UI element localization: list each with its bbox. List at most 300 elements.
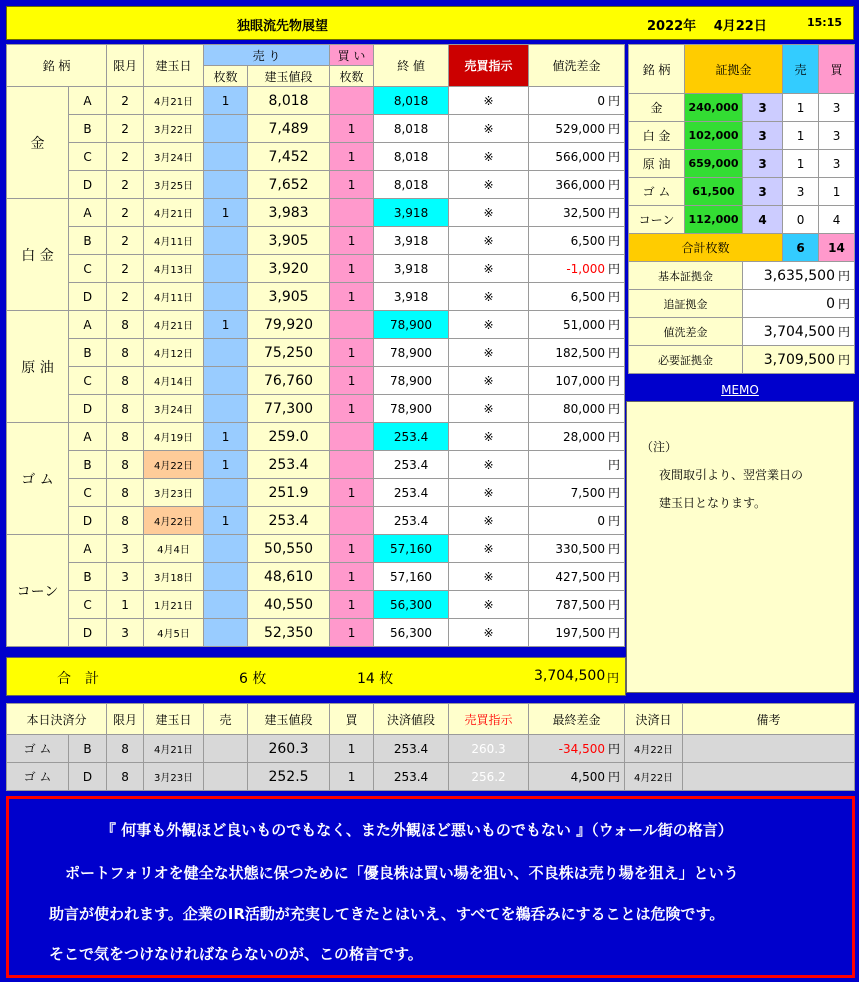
row-sell-count — [204, 367, 248, 395]
table-row — [7, 227, 625, 255]
header-month: 限月 — [107, 45, 144, 87]
quote-line-3: 助言が使われます。企業のIR活動が充実してきたとはいえ、すべてを鵜呑みにすることは危険です。 — [49, 905, 725, 923]
row-open-price: 7,652 — [248, 171, 330, 199]
table-row — [7, 143, 625, 171]
row-diff — [529, 87, 625, 115]
total-label: 合 計 — [57, 671, 99, 687]
row-open-price: 3,983 — [248, 199, 330, 227]
row-label: A — [69, 199, 107, 227]
row-diff-value: 32,500 — [563, 206, 606, 220]
row-sell-count: 1 — [204, 87, 248, 115]
row-diff-value: 107,000 — [555, 374, 606, 388]
yen-unit: 円 — [608, 458, 621, 472]
settle-brand: ゴ ム — [7, 735, 69, 763]
yen-unit: 円 — [608, 430, 621, 444]
page-title: 独眼流先物展望 — [237, 19, 329, 34]
yen-unit: 円 — [838, 353, 851, 367]
margin-count: 4 — [743, 206, 783, 234]
row-buy-count: 1 — [330, 339, 374, 367]
row-month: 2 — [107, 171, 144, 199]
row-close: 78,900 — [374, 339, 449, 367]
row-open-date: 3月24日 — [144, 395, 204, 423]
table-row — [7, 115, 625, 143]
row-open-price: 253.4 — [248, 451, 330, 479]
margin-buy: 1 — [819, 178, 855, 206]
margin-buy: 3 — [819, 150, 855, 178]
margin-summary-label: 基本証拠金 — [629, 262, 743, 290]
group-name: ゴ ム — [7, 423, 69, 535]
row-label: A — [69, 311, 107, 339]
row-open-date: 4月12日 — [144, 339, 204, 367]
margin-sell: 1 — [783, 94, 819, 122]
row-month: 8 — [107, 423, 144, 451]
row-open-date: 4月13日 — [144, 255, 204, 283]
row-buy-count: 1 — [330, 255, 374, 283]
row-close: 78,900 — [374, 367, 449, 395]
quote-line-2: ポートフォリオを健全な状態に保つために「優良株は買い場を狙い、不良株は売り場を狙え」という — [65, 864, 739, 882]
row-open-price: 52,350 — [248, 619, 330, 647]
margin-brand: 金 — [629, 94, 685, 122]
row-sell-count: 1 — [204, 507, 248, 535]
settle-remarks — [683, 763, 855, 791]
table-row — [7, 507, 625, 535]
row-open-price: 50,550 — [248, 535, 330, 563]
row-label: B — [69, 563, 107, 591]
yen-unit: 円 — [608, 374, 621, 388]
row-diff — [529, 227, 625, 255]
row-month: 2 — [107, 143, 144, 171]
row-diff-value: 7,500 — [570, 486, 606, 500]
settle-final — [529, 735, 625, 763]
margin-row — [629, 178, 855, 206]
total-bar — [6, 657, 626, 696]
row-sell-count: 1 — [204, 423, 248, 451]
row-close: 3,918 — [374, 199, 449, 227]
row-diff — [529, 115, 625, 143]
row-month: 2 — [107, 199, 144, 227]
row-label: C — [69, 255, 107, 283]
row-close: 3,918 — [374, 255, 449, 283]
row-close: 56,300 — [374, 619, 449, 647]
row-label: D — [69, 507, 107, 535]
margin-sell: 1 — [783, 122, 819, 150]
row-open-price: 76,760 — [248, 367, 330, 395]
yen-unit: 円 — [608, 514, 621, 528]
row-month: 8 — [107, 451, 144, 479]
row-sell-count: 1 — [204, 451, 248, 479]
row-diff-value: 0 — [597, 514, 606, 528]
yen-unit: 円 — [608, 318, 621, 332]
row-diff-value: 787,500 — [555, 598, 606, 612]
yen-unit: 円 — [608, 542, 621, 556]
row-sell-count — [204, 171, 248, 199]
row-instruction: ※ — [449, 479, 529, 507]
margin-summary-label: 必要証拠金 — [629, 346, 743, 374]
margin-amount: 240,000 — [685, 94, 743, 122]
row-month: 3 — [107, 535, 144, 563]
row-month: 2 — [107, 87, 144, 115]
row-open-price: 7,452 — [248, 143, 330, 171]
margin-summary-label: 値洗差金 — [629, 318, 743, 346]
row-open-date: 3月24日 — [144, 143, 204, 171]
margin-count: 3 — [743, 122, 783, 150]
total-diff: 3,704,500 — [534, 668, 606, 684]
row-month: 8 — [107, 507, 144, 535]
row-close: 78,900 — [374, 395, 449, 423]
header-buy-count: 枚数 — [330, 66, 374, 87]
positions-table — [6, 44, 625, 647]
row-open-date: 4月21日 — [144, 311, 204, 339]
settle-label: B — [69, 735, 107, 763]
margin-row — [629, 122, 855, 150]
settle-buy: 1 — [330, 735, 374, 763]
row-month: 2 — [107, 283, 144, 311]
yen-unit: 円 — [608, 770, 621, 784]
yen-unit: 円 — [608, 598, 621, 612]
row-close: 8,018 — [374, 87, 449, 115]
row-sell-count: 1 — [204, 311, 248, 339]
margin-count: 3 — [743, 94, 783, 122]
settle-header-title: 本日決済分 — [7, 704, 107, 735]
row-diff-value: 197,500 — [555, 626, 606, 640]
margin-row — [629, 206, 855, 234]
row-instruction: ※ — [449, 87, 529, 115]
margin-summary-amount: 3,635,500 — [763, 268, 835, 284]
row-instruction: ※ — [449, 283, 529, 311]
row-diff-value: -1,000 — [566, 262, 606, 276]
row-close: 8,018 — [374, 115, 449, 143]
header-sell: 売 り — [204, 45, 330, 66]
row-month: 2 — [107, 255, 144, 283]
row-instruction: ※ — [449, 115, 529, 143]
quote-line-4: そこで気をつけなければならないのが、この格言です。 — [49, 945, 423, 963]
margin-summary-value — [743, 318, 855, 346]
table-row — [7, 311, 625, 339]
row-diff — [529, 451, 625, 479]
margin-brand: ゴ ム — [629, 178, 685, 206]
row-instruction: ※ — [449, 395, 529, 423]
header-open-date: 建玉日 — [144, 45, 204, 87]
settle-price: 253.4 — [374, 735, 449, 763]
margin-header-brand: 銘 柄 — [629, 45, 685, 94]
margin-brand: 白 金 — [629, 122, 685, 150]
row-instruction: ※ — [449, 227, 529, 255]
yen-unit: 円 — [608, 290, 621, 304]
row-label: D — [69, 395, 107, 423]
row-close: 253.4 — [374, 423, 449, 451]
settle-open-price: 260.3 — [248, 735, 330, 763]
row-instruction: ※ — [449, 255, 529, 283]
row-open-date: 3月25日 — [144, 171, 204, 199]
row-buy-count — [330, 87, 374, 115]
margin-summary-row — [629, 346, 855, 374]
row-diff — [529, 507, 625, 535]
row-instruction: ※ — [449, 451, 529, 479]
row-instruction: ※ — [449, 507, 529, 535]
row-open-price: 3,905 — [248, 283, 330, 311]
row-instruction: ※ — [449, 619, 529, 647]
row-label: A — [69, 423, 107, 451]
row-sell-count — [204, 255, 248, 283]
margin-total-buy: 14 — [819, 234, 855, 262]
margin-row — [629, 150, 855, 178]
total-yen: 円 — [607, 671, 620, 685]
margin-brand: 原 油 — [629, 150, 685, 178]
margin-summary-value — [743, 346, 855, 374]
row-open-date: 4月5日 — [144, 619, 204, 647]
table-row — [7, 199, 625, 227]
margin-amount: 659,000 — [685, 150, 743, 178]
row-open-price: 7,489 — [248, 115, 330, 143]
header-diff: 値洗差金 — [529, 45, 625, 87]
row-buy-count: 1 — [330, 479, 374, 507]
row-open-date: 4月14日 — [144, 367, 204, 395]
row-month: 3 — [107, 563, 144, 591]
row-instruction: ※ — [449, 563, 529, 591]
memo-link[interactable]: MEMO — [721, 383, 759, 397]
header-buy: 買 い — [330, 45, 374, 66]
row-label: B — [69, 339, 107, 367]
row-diff-value: 6,500 — [570, 234, 606, 248]
row-instruction: ※ — [449, 423, 529, 451]
margin-summary-row — [629, 290, 855, 318]
row-open-price: 251.9 — [248, 479, 330, 507]
row-close: 253.4 — [374, 451, 449, 479]
row-instruction: ※ — [449, 339, 529, 367]
row-label: A — [69, 87, 107, 115]
header-close: 終 値 — [374, 45, 449, 87]
row-diff — [529, 171, 625, 199]
yen-unit: 円 — [608, 402, 621, 416]
settle-header-open-price: 建玉値段 — [248, 704, 330, 735]
row-diff-value: 366,000 — [555, 178, 606, 192]
margin-summary-label: 追証拠金 — [629, 290, 743, 318]
settle-header-settle-price: 決済値段 — [374, 704, 449, 735]
row-close: 56,300 — [374, 591, 449, 619]
table-row — [7, 171, 625, 199]
settle-date: 4月22日 — [625, 763, 683, 791]
row-instruction: ※ — [449, 591, 529, 619]
yen-unit: 円 — [608, 742, 621, 756]
row-open-price: 259.0 — [248, 423, 330, 451]
row-month: 2 — [107, 115, 144, 143]
settle-row — [7, 735, 855, 763]
row-label: C — [69, 591, 107, 619]
settle-row — [7, 763, 855, 791]
row-buy-count — [330, 507, 374, 535]
row-buy-count — [330, 199, 374, 227]
memo-line-2: 建玉日となります。 — [659, 496, 767, 510]
row-diff — [529, 479, 625, 507]
row-diff-value: 0 — [597, 94, 606, 108]
row-buy-count: 1 — [330, 395, 374, 423]
settle-final — [529, 763, 625, 791]
row-diff — [529, 339, 625, 367]
table-row — [7, 423, 625, 451]
table-row — [7, 451, 625, 479]
settle-final-value: -34,500 — [558, 742, 605, 756]
margin-summary-amount: 3,704,500 — [763, 324, 835, 340]
row-label: D — [69, 283, 107, 311]
margin-amount: 61,500 — [685, 178, 743, 206]
row-label: D — [69, 619, 107, 647]
margin-summary-row — [629, 318, 855, 346]
settle-header-open-date: 建玉日 — [144, 704, 204, 735]
yen-unit: 円 — [608, 486, 621, 500]
row-open-date: 4月4日 — [144, 535, 204, 563]
yen-unit: 円 — [608, 94, 621, 108]
row-diff — [529, 423, 625, 451]
settle-header-final: 最終差金 — [529, 704, 625, 735]
row-diff-value: 330,500 — [555, 542, 606, 556]
row-month: 3 — [107, 619, 144, 647]
table-row — [7, 255, 625, 283]
settle-brand: ゴ ム — [7, 763, 69, 791]
row-instruction: ※ — [449, 535, 529, 563]
row-diff-value: 427,500 — [555, 570, 606, 584]
row-label: C — [69, 143, 107, 171]
settle-header-sell: 売 — [204, 704, 248, 735]
yen-unit: 円 — [608, 626, 621, 640]
row-buy-count: 1 — [330, 591, 374, 619]
row-buy-count — [330, 423, 374, 451]
margin-sell: 0 — [783, 206, 819, 234]
row-diff — [529, 283, 625, 311]
row-month: 8 — [107, 311, 144, 339]
table-row — [7, 591, 625, 619]
group-name: コーン — [7, 535, 69, 647]
margin-summary-row — [629, 262, 855, 290]
row-buy-count: 1 — [330, 171, 374, 199]
row-open-date: 4月21日 — [144, 87, 204, 115]
row-sell-count — [204, 591, 248, 619]
row-diff-value: 80,000 — [563, 402, 606, 416]
row-label: B — [69, 115, 107, 143]
table-row — [7, 535, 625, 563]
table-row — [7, 395, 625, 423]
row-close: 8,018 — [374, 143, 449, 171]
header-brand: 銘 柄 — [7, 45, 107, 87]
row-open-price: 253.4 — [248, 507, 330, 535]
row-close: 8,018 — [374, 171, 449, 199]
table-row — [7, 367, 625, 395]
row-sell-count — [204, 535, 248, 563]
row-open-date: 3月23日 — [144, 479, 204, 507]
header-sell-count: 枚数 — [204, 66, 248, 87]
row-label: D — [69, 171, 107, 199]
settlement-table — [6, 703, 855, 791]
margin-buy: 4 — [819, 206, 855, 234]
row-open-date: 4月22日 — [144, 507, 204, 535]
row-open-price: 79,920 — [248, 311, 330, 339]
row-diff — [529, 311, 625, 339]
row-open-date: 1月21日 — [144, 591, 204, 619]
row-open-date: 4月11日 — [144, 283, 204, 311]
margin-buy: 3 — [819, 122, 855, 150]
margin-summary-value — [743, 290, 855, 318]
row-close: 3,918 — [374, 283, 449, 311]
margin-amount: 102,000 — [685, 122, 743, 150]
row-buy-count: 1 — [330, 227, 374, 255]
row-open-price: 8,018 — [248, 87, 330, 115]
yen-unit: 円 — [608, 262, 621, 276]
margin-brand: コーン — [629, 206, 685, 234]
settle-header-buy: 買 — [330, 704, 374, 735]
memo-line-1: 夜間取引より、翌営業日の — [659, 468, 804, 482]
memo-panel — [626, 401, 854, 693]
row-month: 8 — [107, 367, 144, 395]
row-month: 8 — [107, 395, 144, 423]
margin-total-row — [629, 234, 855, 262]
margin-summary-amount: 3,709,500 — [763, 352, 835, 368]
row-close: 3,918 — [374, 227, 449, 255]
table-row — [7, 479, 625, 507]
group-name: 金 — [7, 87, 69, 199]
row-label: C — [69, 367, 107, 395]
row-buy-count — [330, 451, 374, 479]
yen-unit: 円 — [608, 178, 621, 192]
margin-table — [628, 44, 855, 374]
yen-unit: 円 — [608, 346, 621, 360]
row-open-date: 4月21日 — [144, 199, 204, 227]
row-month: 1 — [107, 591, 144, 619]
settle-sell — [204, 763, 248, 791]
row-buy-count: 1 — [330, 619, 374, 647]
settle-month: 8 — [107, 763, 144, 791]
margin-header-sell: 売 — [783, 45, 819, 94]
row-instruction: ※ — [449, 367, 529, 395]
row-instruction: ※ — [449, 199, 529, 227]
header-date: 2022年 4月22日 — [647, 19, 767, 34]
memo-note-title: （注） — [641, 440, 678, 454]
row-month: 2 — [107, 227, 144, 255]
header-time: 15:15 — [807, 16, 843, 29]
row-open-date: 4月11日 — [144, 227, 204, 255]
row-sell-count — [204, 619, 248, 647]
row-month: 8 — [107, 339, 144, 367]
margin-total-sell: 6 — [783, 234, 819, 262]
settle-date: 4月22日 — [625, 735, 683, 763]
settle-header-date: 決済日 — [625, 704, 683, 735]
row-close: 57,160 — [374, 535, 449, 563]
margin-summary-value — [743, 262, 855, 290]
row-diff — [529, 535, 625, 563]
row-label: A — [69, 535, 107, 563]
row-sell-count — [204, 283, 248, 311]
table-row — [7, 563, 625, 591]
row-sell-count: 1 — [204, 199, 248, 227]
yen-unit: 円 — [608, 570, 621, 584]
row-instruction: ※ — [449, 171, 529, 199]
table-row — [7, 619, 625, 647]
row-diff-value: 51,000 — [563, 318, 606, 332]
total-sell: 6 枚 — [239, 671, 267, 687]
row-instruction: ※ — [449, 311, 529, 339]
row-sell-count — [204, 395, 248, 423]
margin-count: 3 — [743, 178, 783, 206]
settle-final-value: 4,500 — [570, 770, 605, 784]
row-close: 78,900 — [374, 311, 449, 339]
row-label: B — [69, 451, 107, 479]
margin-amount: 112,000 — [685, 206, 743, 234]
row-month: 8 — [107, 479, 144, 507]
margin-count: 3 — [743, 150, 783, 178]
row-label: C — [69, 479, 107, 507]
row-open-price: 3,920 — [248, 255, 330, 283]
settle-instruction: 260.3 — [449, 735, 529, 763]
row-open-price: 48,610 — [248, 563, 330, 591]
margin-header-buy: 買 — [819, 45, 855, 94]
